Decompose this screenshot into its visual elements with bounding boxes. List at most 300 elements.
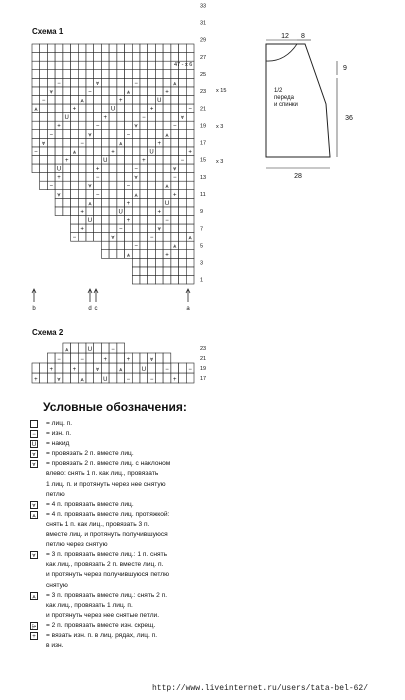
chart-cell xyxy=(140,353,148,363)
chart-cell xyxy=(155,190,163,199)
chart-cell xyxy=(132,95,140,104)
cell-symbol: − xyxy=(72,235,77,242)
chart-cell xyxy=(86,147,94,156)
repeat-label: 47 - x 6 xyxy=(174,62,193,68)
chart-cell xyxy=(125,53,133,62)
chart-cell xyxy=(101,147,109,156)
chart-cell xyxy=(101,87,109,96)
scheme1-title: Схема 1 xyxy=(32,27,64,36)
chart-cell xyxy=(132,224,140,233)
dimension-label: 12 xyxy=(281,33,289,40)
chart-cell xyxy=(140,181,148,190)
chart-cell xyxy=(55,138,63,147)
chart-cell xyxy=(155,198,163,207)
chart-cell xyxy=(186,373,194,383)
chart-cell xyxy=(155,70,163,79)
legend-text: = 4 п. провязать вместе лиц. xyxy=(46,500,134,508)
chart-cell xyxy=(71,44,79,53)
chart-cell xyxy=(47,104,55,113)
chart-cell xyxy=(101,173,109,182)
cell-symbol: − xyxy=(57,357,61,363)
chart-cell xyxy=(40,61,48,70)
chart-cell xyxy=(101,61,109,70)
chart-cell xyxy=(71,70,79,79)
chart-cell xyxy=(71,373,79,383)
chart-cell xyxy=(132,198,140,207)
chart-cell xyxy=(55,363,63,373)
chart-cell xyxy=(78,343,86,353)
chart-cell xyxy=(55,198,63,207)
chart-cell xyxy=(171,113,179,122)
chart-cell xyxy=(94,155,102,164)
legend-item xyxy=(30,459,240,499)
cell-symbol: − xyxy=(80,357,84,363)
cell-symbol: + xyxy=(103,357,108,363)
chart-cell xyxy=(179,258,187,267)
chart-cell xyxy=(186,121,194,130)
chart-cell xyxy=(117,155,125,164)
chart-cell xyxy=(32,130,40,139)
chart-cell xyxy=(117,78,125,87)
chart-cell xyxy=(117,164,125,173)
chart-cell xyxy=(71,215,79,224)
chart-cell xyxy=(171,215,179,224)
part-label: 1/2 xyxy=(274,88,283,94)
cross-2-icon: ⩥ xyxy=(31,623,37,630)
chart-cell xyxy=(55,70,63,79)
row-number: 17 xyxy=(200,140,207,147)
cell-symbol: + xyxy=(149,106,154,113)
chart-cell xyxy=(47,44,55,53)
chart-cell xyxy=(125,241,133,250)
chart-cell xyxy=(117,53,125,62)
chart-cell xyxy=(101,121,109,130)
chart-cell xyxy=(163,138,171,147)
cell-symbol: − xyxy=(126,183,131,190)
chart-cell xyxy=(55,207,63,216)
chart-cell xyxy=(179,104,187,113)
chart-cell xyxy=(78,155,86,164)
chart-cell xyxy=(163,353,171,363)
cell-symbol: − xyxy=(134,243,138,250)
chart-cell xyxy=(117,104,125,113)
chart-cell xyxy=(148,250,156,259)
chart-cell xyxy=(186,207,194,216)
chart-cell xyxy=(86,95,94,104)
chart-cell xyxy=(55,61,63,70)
chart-cell xyxy=(32,44,40,53)
cell-symbol: ⩓ xyxy=(80,98,84,104)
chart-cell xyxy=(40,130,48,139)
chart-cell xyxy=(94,95,102,104)
chart-cell xyxy=(155,87,163,96)
row-number: 9 xyxy=(200,209,204,216)
chart-cell xyxy=(125,95,133,104)
chart-cell xyxy=(186,130,194,139)
column-marker: b xyxy=(32,306,36,312)
chart-cell xyxy=(125,224,133,233)
chart-cell xyxy=(186,173,194,182)
chart-cell xyxy=(155,173,163,182)
chart-cell xyxy=(63,181,71,190)
plus-icon: + xyxy=(30,632,38,640)
chart-cell xyxy=(109,53,117,62)
legend-item xyxy=(30,500,240,510)
chart-cell xyxy=(148,215,156,224)
cell-symbol: − xyxy=(134,166,138,173)
chart-cell xyxy=(179,267,187,276)
chart-cell xyxy=(55,130,63,139)
chart-cell xyxy=(117,233,125,242)
chart-cell xyxy=(163,173,171,182)
chart-cell xyxy=(140,78,148,87)
chart-cell xyxy=(40,113,48,122)
row-number: 7 xyxy=(200,226,204,233)
chart-cell xyxy=(148,44,156,53)
chart-cell xyxy=(179,53,187,62)
chart-cell xyxy=(155,181,163,190)
chart-cell xyxy=(94,343,102,353)
cell-symbol: U xyxy=(103,158,108,164)
chart-cell xyxy=(125,207,133,216)
chart-cell xyxy=(148,53,156,62)
chart-cell xyxy=(71,87,79,96)
chart-cell xyxy=(47,78,55,87)
chart-cell xyxy=(171,363,179,373)
cell-symbol: + xyxy=(172,377,177,383)
chart-cell xyxy=(125,104,133,113)
chart-cell xyxy=(132,353,140,363)
chart-cell xyxy=(125,70,133,79)
chart-cell xyxy=(101,343,109,353)
chart-cell xyxy=(132,155,140,164)
chart-cell xyxy=(63,104,71,113)
cell-symbol: ⩔ xyxy=(180,115,185,122)
chart-cell xyxy=(109,373,117,383)
chart-cell xyxy=(78,363,86,373)
chart-cell xyxy=(40,70,48,79)
chart-cell xyxy=(109,207,117,216)
chart-cell xyxy=(63,95,71,104)
chart-cell xyxy=(148,207,156,216)
chart-cell xyxy=(155,130,163,139)
cell-symbol: ⩓ xyxy=(119,367,123,373)
chart-cell xyxy=(171,275,179,284)
chart-cell xyxy=(179,224,187,233)
part-label: и спинки xyxy=(274,102,298,108)
chart-cell xyxy=(179,207,187,216)
source-url: http://www.liveinternet.ru/users/tata-bel-62/ xyxy=(152,684,369,693)
row-number: 3 xyxy=(200,260,204,267)
dash-square-icon: − xyxy=(30,430,38,438)
chart-cell xyxy=(132,70,140,79)
cell-symbol: + xyxy=(57,123,61,130)
cell-symbol: − xyxy=(34,149,38,156)
row-number: 5 xyxy=(200,243,204,250)
dimension-label: 9 xyxy=(343,65,347,72)
k3tog-slip-icon: ⩔ xyxy=(30,551,38,559)
chart-cell xyxy=(125,155,133,164)
chart-cell xyxy=(109,250,117,259)
chart-cell xyxy=(163,155,171,164)
chart-cell xyxy=(125,121,133,130)
chart-cell xyxy=(78,173,86,182)
k2tog-icon: ⩔ xyxy=(30,450,38,458)
chart-cell xyxy=(101,250,109,259)
chart-cell xyxy=(86,104,94,113)
chart-cell xyxy=(163,267,171,276)
chart-cell xyxy=(148,155,156,164)
chart-cell xyxy=(109,138,117,147)
chart-cell xyxy=(140,164,148,173)
chart-cell xyxy=(63,44,71,53)
chart-cell xyxy=(179,233,187,242)
chart-cell xyxy=(109,87,117,96)
chart-cell xyxy=(55,53,63,62)
chart-cell xyxy=(132,233,140,242)
chart-cell xyxy=(163,78,171,87)
chart-cell xyxy=(117,241,125,250)
cell-symbol: − xyxy=(180,158,185,164)
chart-cell xyxy=(132,267,140,276)
cell-symbol: U xyxy=(110,106,116,113)
legend-item xyxy=(30,510,240,550)
cell-symbol: − xyxy=(57,80,61,87)
chart-cell xyxy=(101,363,109,373)
cell-symbol: + xyxy=(103,115,108,122)
cell-symbol: + xyxy=(34,377,38,383)
cell-symbol: ⩓ xyxy=(134,192,138,199)
cell-symbol: + xyxy=(142,158,146,164)
chart-cell xyxy=(163,233,171,242)
chart-cell xyxy=(163,147,171,156)
cell-symbol: − xyxy=(165,218,169,224)
chart-cell xyxy=(86,353,94,363)
cell-symbol: ⩔ xyxy=(41,140,46,147)
cell-symbol: + xyxy=(126,218,131,224)
cell-symbol: + xyxy=(72,367,77,373)
chart-cell xyxy=(117,173,125,182)
chart-cell xyxy=(86,164,94,173)
chart-cell xyxy=(148,224,156,233)
chart-cell xyxy=(78,44,86,53)
chart-cell xyxy=(71,138,79,147)
chart-cell xyxy=(179,181,187,190)
chart-cell xyxy=(171,87,179,96)
chart-cell xyxy=(179,78,187,87)
cell-symbol: + xyxy=(95,166,100,173)
chart-cell xyxy=(94,207,102,216)
chart-cell xyxy=(117,113,125,122)
chart-cell xyxy=(94,373,102,383)
chart-cell xyxy=(109,181,117,190)
chart-cell xyxy=(94,233,102,242)
chart-cell xyxy=(125,113,133,122)
chart-cell xyxy=(125,164,133,173)
chart-cell xyxy=(140,250,148,259)
repeat-label: x 3 xyxy=(216,159,224,165)
row-number: 33 xyxy=(200,3,207,10)
chart-cell xyxy=(125,61,133,70)
cell-symbol: + xyxy=(188,149,192,156)
chart-cell xyxy=(132,138,140,147)
chart-cell xyxy=(63,207,71,216)
chart-cell xyxy=(132,181,140,190)
chart-cell xyxy=(186,224,194,233)
chart-cell xyxy=(94,130,102,139)
cell-symbol: + xyxy=(172,192,177,199)
chart-cell xyxy=(179,215,187,224)
legend-item xyxy=(30,449,240,459)
chart-cell xyxy=(94,44,102,53)
chart-cell xyxy=(71,198,79,207)
chart-cell xyxy=(32,78,40,87)
chart-cell xyxy=(86,53,94,62)
chart-cell xyxy=(32,121,40,130)
chart-cell xyxy=(155,241,163,250)
row-number: 19 xyxy=(200,366,207,372)
dimension-label: 8 xyxy=(301,33,305,40)
chart-cell xyxy=(140,241,148,250)
chart-cell xyxy=(140,70,148,79)
chart-cell xyxy=(140,275,148,284)
chart-cell xyxy=(63,70,71,79)
chart-cell xyxy=(171,130,179,139)
chart-cell xyxy=(94,215,102,224)
cell-symbol: − xyxy=(95,123,100,130)
cell-symbol: U xyxy=(64,115,69,122)
chart-cell xyxy=(109,353,117,363)
chart-cell xyxy=(171,250,179,259)
chart-cell xyxy=(179,250,187,259)
cell-symbol: ⩓ xyxy=(80,377,84,383)
chart-cell xyxy=(101,224,109,233)
chart-cell xyxy=(86,233,94,242)
chart-cell xyxy=(132,207,140,216)
chart-cell xyxy=(32,113,40,122)
chart-cell xyxy=(55,44,63,53)
cell-symbol: + xyxy=(111,149,115,156)
chart-cell xyxy=(125,233,133,242)
chart-cell xyxy=(132,215,140,224)
chart-cell xyxy=(78,87,86,96)
chart-cell xyxy=(163,61,171,70)
cell-symbol: U xyxy=(149,149,154,156)
chart-cell xyxy=(171,147,179,156)
chart-cell xyxy=(125,190,133,199)
chart-cell xyxy=(179,95,187,104)
cell-symbol: + xyxy=(165,89,169,96)
chart-cell xyxy=(179,363,187,373)
cell-symbol: + xyxy=(80,209,84,216)
cell-symbol: − xyxy=(172,175,177,182)
cell-symbol: ⩓ xyxy=(173,80,177,87)
chart-cell xyxy=(140,130,148,139)
cell-symbol: − xyxy=(118,226,123,233)
chart-cell xyxy=(171,207,179,216)
cell-symbol: − xyxy=(188,367,192,373)
chart-cell xyxy=(101,44,109,53)
chart-cell xyxy=(132,130,140,139)
chart-cell xyxy=(109,164,117,173)
row-number: 25 xyxy=(200,72,207,78)
cell-symbol: ⩓ xyxy=(188,235,192,242)
cell-symbol: − xyxy=(41,98,46,104)
chart-cell xyxy=(140,267,148,276)
chart-cell xyxy=(71,181,79,190)
cell-symbol: + xyxy=(126,200,131,207)
chart-cell xyxy=(101,138,109,147)
cell-symbol: ⩓ xyxy=(88,200,92,207)
k4tog-slip-icon: ⩓ xyxy=(30,511,38,519)
cell-symbol: + xyxy=(64,158,69,164)
chart-cell xyxy=(155,113,163,122)
chart-cell xyxy=(155,53,163,62)
row-number: 19 xyxy=(200,123,207,130)
chart-cell xyxy=(47,173,55,182)
chart-cell xyxy=(94,353,102,363)
chart-cell xyxy=(32,61,40,70)
chart-cell xyxy=(117,147,125,156)
chart-cell xyxy=(148,363,156,373)
cell-symbol: ⩔ xyxy=(57,377,61,383)
chart-cell xyxy=(140,233,148,242)
chart-cell xyxy=(71,155,79,164)
chart-cell xyxy=(71,130,79,139)
chart-cell xyxy=(63,78,71,87)
chart-cell xyxy=(155,121,163,130)
chart-cell xyxy=(125,147,133,156)
chart-cell xyxy=(86,78,94,87)
cell-symbol: U xyxy=(164,200,170,207)
legend-list xyxy=(30,419,240,651)
cell-symbol: − xyxy=(49,132,54,139)
cell-symbol: − xyxy=(80,140,84,147)
chart-cell xyxy=(155,104,163,113)
legend-text: = вязать изн. п. в лиц. рядах, лиц. п. в изн. xyxy=(46,631,158,650)
chart-cell xyxy=(63,353,71,363)
column-marker: c xyxy=(94,306,98,312)
chart-cell xyxy=(117,44,125,53)
chart-cell xyxy=(109,44,117,53)
cell-symbol: ⩔ xyxy=(95,367,100,373)
k3tog-up-icon: ⩓ xyxy=(30,592,38,600)
chart-cell xyxy=(163,258,171,267)
cell-symbol: − xyxy=(188,106,192,113)
chart-cell xyxy=(186,258,194,267)
chart-cell xyxy=(101,164,109,173)
chart-cell xyxy=(86,70,94,79)
cell-symbol: ⩔ xyxy=(88,132,92,139)
chart-cell xyxy=(140,258,148,267)
chart-cell xyxy=(155,275,163,284)
chart-cell xyxy=(109,113,117,122)
chart-cell xyxy=(140,215,148,224)
chart-cell xyxy=(47,70,55,79)
chart-cell xyxy=(78,70,86,79)
chart-cell xyxy=(94,87,102,96)
chart-cell xyxy=(117,250,125,259)
cell-symbol: − xyxy=(95,175,100,182)
chart-cell xyxy=(63,53,71,62)
chart-cell xyxy=(86,61,94,70)
chart-cell xyxy=(94,224,102,233)
cell-symbol: ⩔ xyxy=(134,123,138,130)
chart-cell xyxy=(186,53,194,62)
chart-cell xyxy=(171,53,179,62)
chart-cell xyxy=(117,87,125,96)
chart-cell xyxy=(163,53,171,62)
